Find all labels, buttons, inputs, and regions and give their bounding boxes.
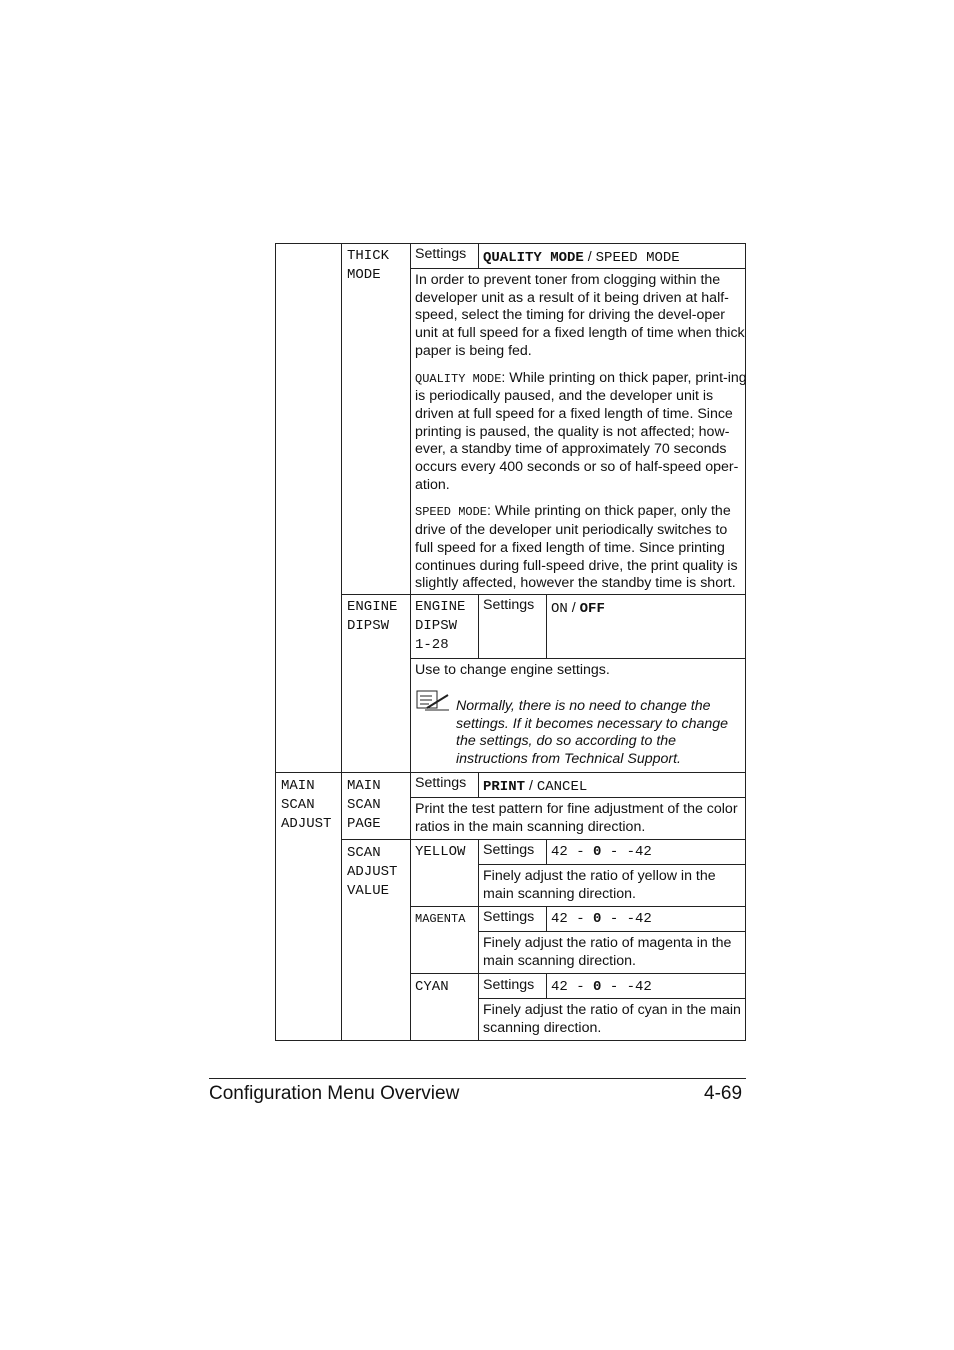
main-scan-page-options: PRINT / CANCEL	[483, 778, 588, 795]
engine-dipsw-sublabel: ENGINE DIPSW 1-28	[415, 599, 466, 653]
footer-title: Configuration Menu Overview	[209, 1083, 460, 1104]
option-cancel: CANCEL	[536, 779, 588, 795]
engine-dipsw-options: ON / OFF	[551, 600, 605, 617]
engine-dipsw-description: Use to change engine settings.	[415, 662, 610, 678]
thick-mode-description: In order to prevent toner from clogging within the developer unit as a result of it being driven at half-speed, select the timing for driving the devel-oper unit at full speed for a fixed length of time when thick paper is being fed. QUALITY MODE: While printing on thick paper, print-ing is periodically paused, and the developer unit is driven at full speed for a fixed length of time. Since printing is paused, the quality is not affected; how-ever, a standby time of approximately 70 seconds occurs every 400 seconds or so of half-speed oper-ation. SPEED MODE: While printing on thick paper, only the drive of the developer unit periodically switches to full speed for a fixed length of time. Since printing continues during full-speed drive, the print quality is slightly affected, however the standby time is short.	[415, 272, 747, 592]
page-number: 4-69	[704, 1083, 743, 1104]
yellow-range: 42 - 0 - -42	[551, 844, 652, 860]
settings-label: Settings	[415, 775, 467, 791]
main-scan-page-label: MAIN SCAN PAGE	[347, 778, 381, 832]
option-quality-mode: QUALITY MODE	[483, 250, 584, 266]
engine-dipsw-note: Normally, there is no need to change the settings. If it becomes necessary to change the settings, do so according to the instructions from Technical Support.	[456, 698, 729, 768]
engine-dipsw-label: ENGINE DIPSW	[347, 599, 398, 634]
cyan-description: Finely adjust the ratio of cyan in the main scanning direction.	[483, 1002, 741, 1036]
cyan-range: 42 - 0 - -42	[551, 979, 652, 995]
speed-mode-desc: : While printing on thick paper, only the drive of the developer unit periodically switches to full speed for a fixed length of time. Since printing continues during full-speed drive, the print quality is slightly affected, however the standby time is short.	[415, 503, 738, 592]
main-scan-adjust-label: MAIN SCAN ADJUST	[281, 778, 332, 832]
settings-label: Settings	[483, 597, 535, 613]
main-scan-page-description: Print the test pattern for fine adjustment of the color ratios in the main scanning direction.	[415, 801, 738, 835]
option-on: ON	[551, 601, 568, 617]
footer-rule	[209, 1078, 746, 1079]
option-print: PRINT	[483, 779, 526, 795]
option-speed-mode: SPEED MODE	[595, 250, 680, 266]
option-separator: /	[583, 249, 596, 265]
color-name-cyan: CYAN	[415, 979, 449, 995]
speed-mode-term: SPEED MODE	[415, 505, 488, 520]
note-pencil-icon	[415, 689, 451, 713]
yellow-description: Finely adjust the ratio of yellow in the main scanning direction.	[483, 868, 716, 902]
settings-label: Settings	[483, 842, 535, 858]
thick-mode-options	[479, 246, 745, 269]
quality-mode-desc: : While printing on thick paper, print-ing is periodically paused, and the developer unit is driven at full speed for a fixed length of time. Since printing is paused, the quality is not affected; how-ever, a standby time of approximately 70 seconds occurs every 400 seconds or so of half-speed oper-ation.	[415, 369, 747, 493]
color-name-magenta: MAGENTA	[415, 912, 466, 926]
magenta-description: Finely adjust the ratio of magenta in the main scanning direction.	[483, 935, 732, 969]
settings-label: Settings	[483, 977, 535, 993]
option-off: OFF	[579, 601, 605, 617]
thick-mode-label: THICK MODE	[347, 248, 390, 283]
scan-adjust-value-label: SCAN ADJUST VALUE	[347, 845, 398, 899]
settings-label: Settings	[415, 246, 467, 262]
magenta-range: 42 - 0 - -42	[551, 911, 652, 927]
quality-mode-term: QUALITY MODE	[415, 371, 502, 386]
color-name-yellow: YELLOW	[415, 844, 466, 860]
settings-label: Settings	[483, 909, 535, 925]
